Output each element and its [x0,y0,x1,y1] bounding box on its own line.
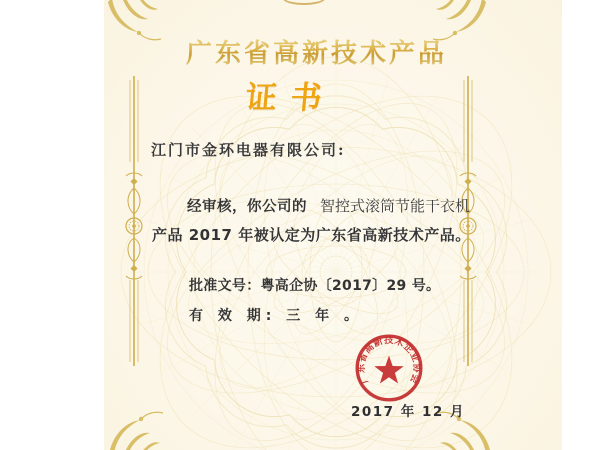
side-rail-ornament-icon [121,76,147,366]
corner-flourish-icon [104,0,164,46]
corner-flourish-icon [106,406,166,450]
body-intro-text: 经审核，你公司的 [187,199,307,215]
side-rail-ornament-icon [455,76,481,366]
body-line-2: 产品 2017 年被认定为广东省高新技术产品。 [152,226,471,244]
seal-ring-text: 广东省高新技术企业协会 [355,334,423,386]
approval-number-line: 批准文号：粤高企协〔2017〕29 号。 [189,278,441,294]
red-star-icon [374,356,403,384]
product-name: 智控式滚筒节能干衣机 [320,197,471,215]
company-name: 江门市金环电器有限公司: [151,141,346,159]
official-seal [347,326,431,410]
certificate-subtitle: 证书 [244,80,338,116]
certificate-title: 广东省高新技术产品 [186,33,447,70]
body-line-1 [187,195,470,216]
validity-period-line: 有 效 期: 三 年 。 [189,308,363,324]
issue-date: 2017 年 12 月 [351,404,465,420]
